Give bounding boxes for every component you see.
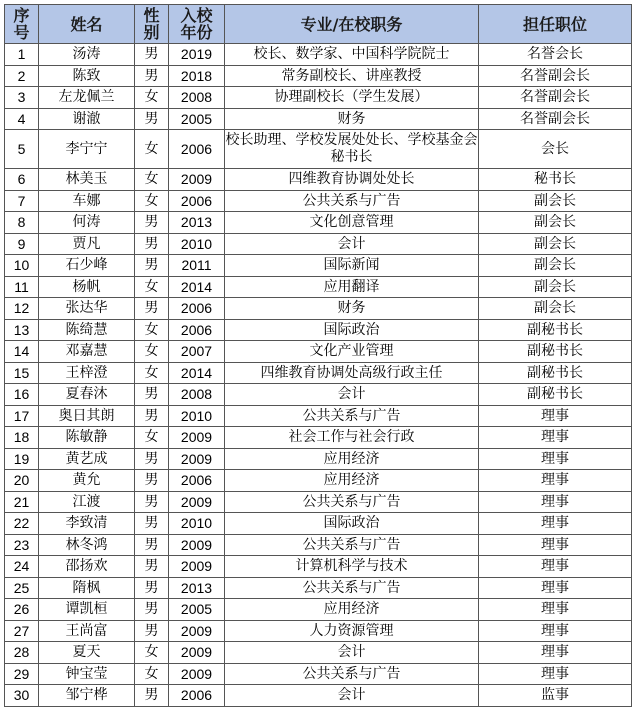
cell-gender: 女: [135, 427, 169, 449]
cell-position: 副秘书长: [479, 384, 632, 406]
cell-name: 隋枫: [39, 577, 135, 599]
cell-name: 杨帆: [39, 276, 135, 298]
cell-major: 公共关系与广告: [225, 491, 479, 513]
table-row: [5, 427, 632, 449]
cell-year: 2010: [169, 513, 225, 535]
cell-name: 何涛: [39, 212, 135, 234]
cell-position: 副会长: [479, 298, 632, 320]
cell-year: 2005: [169, 108, 225, 130]
cell-year: 2013: [169, 212, 225, 234]
cell-year: 2008: [169, 384, 225, 406]
cell-seq: 16: [5, 384, 39, 406]
cell-major: 公共关系与广告: [225, 577, 479, 599]
cell-position: 名誉副会长: [479, 65, 632, 87]
cell-major: 会计: [225, 642, 479, 664]
header-seq: [5, 5, 39, 44]
table-row: [5, 491, 632, 513]
cell-gender: 男: [135, 298, 169, 320]
cell-gender: 男: [135, 577, 169, 599]
cell-gender: 男: [135, 405, 169, 427]
cell-name: 张达华: [39, 298, 135, 320]
cell-gender: 男: [135, 384, 169, 406]
cell-major: 国际政治: [225, 319, 479, 341]
table-row: [5, 599, 632, 621]
cell-name: 江渡: [39, 491, 135, 513]
table-row: [5, 384, 632, 406]
cell-gender: 女: [135, 663, 169, 685]
table-row: [5, 470, 632, 492]
cell-seq: 13: [5, 319, 39, 341]
table-row: [5, 577, 632, 599]
cell-major: 人力资源管理: [225, 620, 479, 642]
cell-position: 理事: [479, 405, 632, 427]
table-row: [5, 212, 632, 234]
cell-name: 贾凡: [39, 233, 135, 255]
cell-name: 钟宝莹: [39, 663, 135, 685]
cell-position: 理事: [479, 448, 632, 470]
cell-gender: 女: [135, 169, 169, 191]
cell-seq: 23: [5, 534, 39, 556]
cell-gender: 男: [135, 233, 169, 255]
table-row: [5, 663, 632, 685]
cell-name: 左龙佩兰: [39, 87, 135, 109]
cell-year: 2009: [169, 491, 225, 513]
cell-seq: 20: [5, 470, 39, 492]
table-row: [5, 685, 632, 707]
cell-gender: 女: [135, 362, 169, 384]
cell-seq: 22: [5, 513, 39, 535]
table-row: [5, 87, 632, 109]
cell-year: 2011: [169, 255, 225, 277]
cell-seq: 8: [5, 212, 39, 234]
table-row: [5, 319, 632, 341]
cell-major: 协理副校长（学生发展）: [225, 87, 479, 109]
cell-position: 副会长: [479, 276, 632, 298]
cell-name: 王尚富: [39, 620, 135, 642]
cell-major: 公共关系与广告: [225, 534, 479, 556]
cell-year: 2006: [169, 190, 225, 212]
cell-major: 校长、数学家、中国科学院院士: [225, 44, 479, 66]
cell-year: 2006: [169, 319, 225, 341]
cell-seq: 24: [5, 556, 39, 578]
table-row: [5, 556, 632, 578]
cell-major: 会计: [225, 384, 479, 406]
cell-gender: 男: [135, 556, 169, 578]
table-row: [5, 233, 632, 255]
cell-gender: 男: [135, 448, 169, 470]
table-row: [5, 108, 632, 130]
cell-year: 2009: [169, 663, 225, 685]
cell-seq: 27: [5, 620, 39, 642]
cell-seq: 28: [5, 642, 39, 664]
cell-seq: 12: [5, 298, 39, 320]
cell-name: 石少峰: [39, 255, 135, 277]
cell-position: 理事: [479, 620, 632, 642]
cell-major: 四维教育协调处处长: [225, 169, 479, 191]
header-gender-line2: 别: [143, 23, 160, 42]
cell-name: 邹宁桦: [39, 685, 135, 707]
cell-position: 理事: [479, 642, 632, 664]
cell-position: 副会长: [479, 233, 632, 255]
cell-position: 副秘书长: [479, 362, 632, 384]
table-row: [5, 405, 632, 427]
cell-seq: 30: [5, 685, 39, 707]
header-seq-line1: 序: [13, 6, 30, 25]
cell-seq: 10: [5, 255, 39, 277]
cell-gender: 女: [135, 190, 169, 212]
table-row: [5, 130, 632, 169]
cell-name: 汤涛: [39, 44, 135, 66]
cell-major: 计算机科学与技术: [225, 556, 479, 578]
cell-year: 2009: [169, 620, 225, 642]
cell-name: 陈致: [39, 65, 135, 87]
cell-seq: 11: [5, 276, 39, 298]
header-name: 姓名: [39, 5, 135, 44]
cell-position: 理事: [479, 556, 632, 578]
cell-position: 理事: [479, 577, 632, 599]
cell-seq: 21: [5, 491, 39, 513]
cell-year: 2009: [169, 642, 225, 664]
cell-name: 车娜: [39, 190, 135, 212]
cell-seq: 9: [5, 233, 39, 255]
cell-gender: 女: [135, 341, 169, 363]
cell-position: 会长: [479, 130, 632, 169]
cell-name: 夏天: [39, 642, 135, 664]
cell-seq: 2: [5, 65, 39, 87]
table-row: [5, 448, 632, 470]
cell-seq: 7: [5, 190, 39, 212]
cell-seq: 18: [5, 427, 39, 449]
cell-gender: 女: [135, 87, 169, 109]
cell-gender: 男: [135, 212, 169, 234]
cell-year: 2010: [169, 405, 225, 427]
table-row: [5, 276, 632, 298]
cell-seq: 26: [5, 599, 39, 621]
cell-year: 2009: [169, 427, 225, 449]
header-gender: [135, 5, 169, 44]
cell-seq: 4: [5, 108, 39, 130]
cell-gender: 男: [135, 44, 169, 66]
cell-gender: 男: [135, 685, 169, 707]
cell-major: 会计: [225, 685, 479, 707]
cell-major: 社会工作与社会行政: [225, 427, 479, 449]
cell-position: 副秘书长: [479, 341, 632, 363]
header-row: [5, 5, 632, 44]
cell-position: 理事: [479, 470, 632, 492]
table-row: [5, 534, 632, 556]
cell-year: 2010: [169, 233, 225, 255]
cell-gender: 女: [135, 319, 169, 341]
header-seq-line2: 号: [13, 23, 30, 42]
cell-seq: 15: [5, 362, 39, 384]
cell-year: 2006: [169, 130, 225, 169]
cell-name: 奥日其朗: [39, 405, 135, 427]
cell-position: 名誉会长: [479, 44, 632, 66]
cell-major: 应用经济: [225, 448, 479, 470]
cell-year: 2018: [169, 65, 225, 87]
cell-seq: 25: [5, 577, 39, 599]
cell-name: 邵扬欢: [39, 556, 135, 578]
cell-major: 文化创意管理: [225, 212, 479, 234]
cell-name: 王梓澄: [39, 362, 135, 384]
cell-gender: 男: [135, 534, 169, 556]
table-row: [5, 65, 632, 87]
cell-name: 谢澈: [39, 108, 135, 130]
cell-position: 监事: [479, 685, 632, 707]
cell-year: 2009: [169, 534, 225, 556]
cell-major: 国际新闻: [225, 255, 479, 277]
cell-position: 理事: [479, 427, 632, 449]
cell-gender: 男: [135, 513, 169, 535]
member-table: [4, 4, 632, 707]
cell-position: 名誉副会长: [479, 87, 632, 109]
cell-year: 2014: [169, 362, 225, 384]
cell-gender: 女: [135, 276, 169, 298]
cell-gender: 男: [135, 599, 169, 621]
table-row: [5, 298, 632, 320]
cell-year: 2008: [169, 87, 225, 109]
table-row: [5, 44, 632, 66]
cell-position: 副秘书长: [479, 319, 632, 341]
cell-major: 应用经济: [225, 599, 479, 621]
cell-year: 2009: [169, 556, 225, 578]
cell-name: 李宁宁: [39, 130, 135, 169]
table-row: [5, 642, 632, 664]
cell-position: 副会长: [479, 255, 632, 277]
cell-name: 林冬鸿: [39, 534, 135, 556]
cell-name: 陈敏静: [39, 427, 135, 449]
cell-major: 文化产业管理: [225, 341, 479, 363]
table-row: [5, 341, 632, 363]
cell-seq: 17: [5, 405, 39, 427]
cell-year: 2014: [169, 276, 225, 298]
cell-position: 名誉副会长: [479, 108, 632, 130]
cell-position: 副会长: [479, 212, 632, 234]
cell-seq: 14: [5, 341, 39, 363]
header-major: 专业/在校职务: [225, 5, 479, 44]
cell-seq: 6: [5, 169, 39, 191]
cell-position: 理事: [479, 513, 632, 535]
cell-name: 夏春沐: [39, 384, 135, 406]
cell-gender: 男: [135, 255, 169, 277]
cell-year: 2005: [169, 599, 225, 621]
header-year: [169, 5, 225, 44]
cell-major: 应用翻译: [225, 276, 479, 298]
cell-seq: 3: [5, 87, 39, 109]
cell-major: 财务: [225, 298, 479, 320]
cell-year: 2019: [169, 44, 225, 66]
table-row: [5, 362, 632, 384]
cell-major: 应用经济: [225, 470, 479, 492]
cell-name: 邓嘉慧: [39, 341, 135, 363]
cell-major: 公共关系与广告: [225, 190, 479, 212]
cell-position: 理事: [479, 491, 632, 513]
cell-position: 理事: [479, 663, 632, 685]
table-row: [5, 255, 632, 277]
cell-year: 2006: [169, 298, 225, 320]
table-row: [5, 190, 632, 212]
cell-seq: 1: [5, 44, 39, 66]
cell-position: 理事: [479, 534, 632, 556]
cell-position: 副会长: [479, 190, 632, 212]
cell-gender: 男: [135, 108, 169, 130]
cell-major: 校长助理、学校发展处处长、学校基金会秘书长: [225, 130, 479, 169]
cell-position: 秘书长: [479, 169, 632, 191]
cell-name: 陈绮慧: [39, 319, 135, 341]
cell-gender: 男: [135, 620, 169, 642]
cell-name: 黄艺成: [39, 448, 135, 470]
cell-major: 公共关系与广告: [225, 405, 479, 427]
cell-name: 黄允: [39, 470, 135, 492]
cell-gender: 女: [135, 642, 169, 664]
table-row: [5, 620, 632, 642]
cell-major: 会计: [225, 233, 479, 255]
cell-year: 2007: [169, 341, 225, 363]
table-row: [5, 169, 632, 191]
header-position: 担任职位: [479, 5, 632, 44]
cell-year: 2009: [169, 448, 225, 470]
cell-gender: 男: [135, 65, 169, 87]
cell-name: 林美玉: [39, 169, 135, 191]
table-row: [5, 513, 632, 535]
cell-year: 2006: [169, 685, 225, 707]
header-year-line1: 入校: [180, 6, 213, 25]
cell-year: 2006: [169, 470, 225, 492]
cell-gender: 女: [135, 130, 169, 169]
cell-major: 公共关系与广告: [225, 663, 479, 685]
cell-gender: 男: [135, 470, 169, 492]
cell-year: 2009: [169, 169, 225, 191]
cell-major: 财务: [225, 108, 479, 130]
cell-year: 2013: [169, 577, 225, 599]
cell-seq: 19: [5, 448, 39, 470]
header-year-line2: 年份: [180, 23, 213, 42]
header-gender-line1: 性: [143, 6, 160, 25]
cell-name: 李致清: [39, 513, 135, 535]
cell-major: 国际政治: [225, 513, 479, 535]
cell-seq: 5: [5, 130, 39, 169]
cell-position: 理事: [479, 599, 632, 621]
cell-seq: 29: [5, 663, 39, 685]
cell-major: 四维教育协调处高级行政主任: [225, 362, 479, 384]
cell-name: 谭凯桓: [39, 599, 135, 621]
cell-gender: 男: [135, 491, 169, 513]
cell-major: 常务副校长、讲座教授: [225, 65, 479, 87]
